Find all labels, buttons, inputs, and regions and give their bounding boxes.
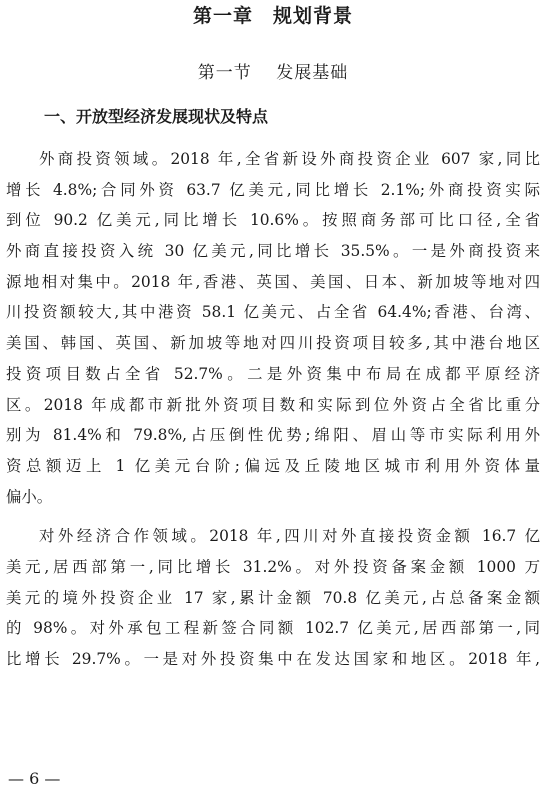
text-line: 对外经济合作领域。2018 年,四川对外直接投资金额 16.7 亿 [39, 527, 540, 546]
text-line: 别为 81.4%和 79.8%,占压倒性优势;绵阳、眉山等市实际利用外 [6, 426, 540, 445]
page-number: — 6 — [8, 769, 61, 788]
paragraph-outbound-cooperation [6, 521, 540, 674]
text-line: 美元,居西部第一,同比增长 31.2%。对外投资备案金额 1000 万 [6, 557, 540, 576]
text-line: 比增长 29.7%。一是对外投资集中在发达国家和地区。2018 年, [6, 650, 540, 668]
paragraph-foreign-investment [6, 144, 540, 512]
text-line: 源地相对集中。2018 年,香港、英国、美国、日本、新加坡等地对四 [6, 272, 540, 291]
body-text [6, 144, 540, 675]
text-line: 增长 4.8%;合同外资 63.7 亿美元,同比增长 2.1%;外商投资实际 [6, 180, 540, 199]
text-line: 资总额迈上 1 亿美元台阶;偏远及丘陵地区城市利用外资体量 [6, 456, 540, 475]
text-line: 外商直接投资入统 30 亿美元,同比增长 35.5%。一是外商投资来 [6, 242, 540, 261]
text-line: 美国、韩国、英国、新加坡等地对四川投资项目较多,其中港台地区 [6, 334, 540, 353]
text-line: 的 98%。对外承包工程新签合同额 102.7 亿美元,居西部第一,同 [6, 619, 540, 638]
paragraph-gap [6, 512, 540, 521]
text-line: 区。2018 年成都市新批外资项目数和实际到位外资占全省比重分 [6, 395, 540, 414]
subheading: 一、开放型经济发展现状及特点 [44, 107, 269, 126]
chapter-title: 第一章 规划背景 [192, 5, 353, 27]
text-line: 偏小。 [6, 487, 53, 506]
text-line: 川投资额较大,其中港资 58.1 亿美元、占全省 64.4%;香港、台湾、 [6, 303, 540, 322]
text-line: 投资项目数占全省 52.7%。二是外资集中布局在成都平原经济 [6, 364, 540, 383]
section-title: 第一节 发展基础 [197, 63, 349, 83]
text-line: 到位 90.2 亿美元,同比增长 10.6%。按照商务部可比口径,全省 [6, 211, 540, 230]
text-line: 外商投资领域。2018 年,全省新设外商投资企业 607 家,同比 [39, 150, 540, 168]
text-line: 美元的境外投资企业 17 家,累计金额 70.8 亿美元,占总备案金额 [6, 588, 540, 607]
